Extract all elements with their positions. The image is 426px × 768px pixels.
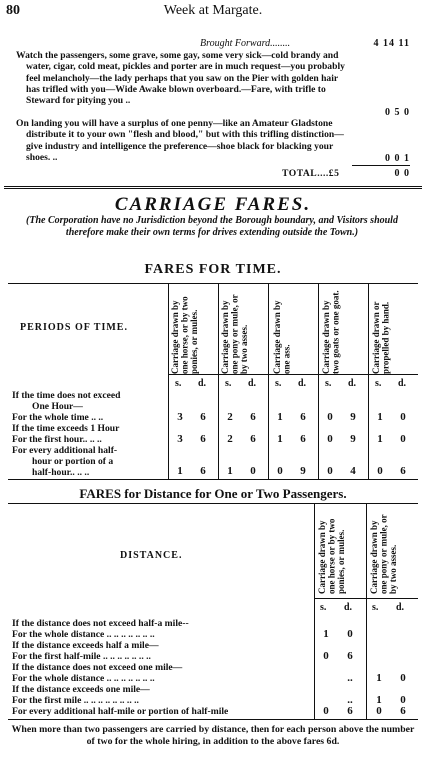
section-title: CARRIAGE FARES. (114, 194, 312, 215)
shillings-label: s. (375, 378, 382, 389)
shillings-label: s. (372, 602, 379, 613)
total-amount: 0 0 (394, 168, 410, 179)
header-rule (168, 374, 418, 375)
fare-value: 0 (327, 433, 333, 445)
pence-label: d. (398, 378, 407, 389)
table-row-label: For every additional half- (12, 445, 118, 456)
column-divider (368, 284, 369, 479)
table-row-label: half-hour.. .. .. (32, 467, 90, 478)
fare-value: 1 (277, 433, 283, 445)
fare-value: 4 (350, 465, 356, 477)
footer-note: When more than two passengers are carried by distance, then for each person above the number of two for the whole hiring, in addition to the above fares 6d. (11, 724, 415, 747)
fare-value: 0 (250, 465, 256, 477)
running-title: Week at Margate. (163, 3, 263, 18)
fare-value: 9 (350, 433, 356, 445)
fare-value: 6 (300, 433, 306, 445)
periods-header: PERIODS OF TIME. (20, 322, 128, 333)
brought-forward-label: Brought Forward........ (200, 38, 291, 49)
distance-header: DISTANCE. (120, 550, 183, 561)
section-divider (4, 186, 422, 189)
fare-value: 9 (350, 411, 356, 423)
page-header (6, 3, 420, 19)
table-row-label: For the whole time .. .. (12, 412, 104, 423)
fare-value: 6 (250, 433, 256, 445)
fare-value: 6 (200, 465, 206, 477)
pence-label: d. (298, 378, 307, 389)
fare-value: 1 (377, 411, 383, 423)
table-row-label: If the distance exceeds half a mile— (12, 640, 159, 651)
fare-value: 1 (376, 694, 382, 706)
shillings-label: s. (175, 378, 182, 389)
table-row-label: For the first mile .. .. .. .. .. .. .. .. (12, 695, 139, 706)
pence-label: d. (344, 602, 353, 613)
column-divider (168, 284, 169, 479)
fare-value: 0 (400, 672, 406, 684)
table-row-label: For every additional half-mile or portion of half-mile (12, 706, 229, 717)
fare-value: 6 (200, 433, 206, 445)
fare-value: 6 (250, 411, 256, 423)
pence-label: d. (198, 378, 207, 389)
fare-value: 1 (376, 672, 382, 684)
fare-value: 0 (323, 650, 329, 662)
time-fares-table (8, 283, 418, 480)
column-header: Carriage drawn by one pony or mule, or by two asses. (369, 514, 398, 594)
fare-value: 6 (200, 411, 206, 423)
pence-label: d. (396, 602, 405, 613)
fare-value: 1 (227, 465, 233, 477)
column-header: Carriage drawn by two goats or one goat. (321, 290, 341, 374)
column-header: Carriage drawn or propelled by hand. (371, 301, 391, 374)
table-row-label: For the first hour.. .. .. (12, 434, 102, 445)
fare-value: 6 (400, 465, 406, 477)
table-row-label: For the whole distance .. .. .. .. .. .. .. (12, 673, 155, 684)
pence-label: d. (348, 378, 357, 389)
fare-value: 6 (347, 705, 353, 717)
shillings-label: s. (225, 378, 232, 389)
header-rule (314, 598, 418, 599)
page-number: 80 (6, 3, 20, 18)
fare-value: 0 (377, 465, 383, 477)
column-divider (218, 284, 219, 479)
fare-value: 1 (177, 465, 183, 477)
column-header: Carriage drawn by one ass. (272, 300, 292, 374)
column-divider (366, 504, 367, 719)
time-fares-title: FARES FOR TIME. (144, 262, 282, 277)
fare-value: 1 (323, 628, 329, 640)
ledger-entry-amount: 0 0 1 (385, 153, 410, 164)
shillings-label: s. (320, 602, 327, 613)
fare-value: .. (347, 672, 353, 684)
fare-value: 0 (376, 705, 382, 717)
fare-value: 0 (400, 694, 406, 706)
ledger-entry-amount: 0 5 0 (385, 107, 410, 118)
fare-value: 9 (300, 465, 306, 477)
column-header: Carriage drawn by one horse or by two ponies, or mules. (317, 518, 346, 594)
column-divider (268, 284, 269, 479)
fare-value: 6 (400, 705, 406, 717)
pence-label: d. (248, 378, 257, 389)
shillings-label: s. (275, 378, 282, 389)
brought-forward-amount: 4 14 11 (373, 38, 410, 49)
table-row-label: If the distance does not exceed one mile— (12, 662, 183, 673)
column-divider (314, 504, 315, 719)
total-rule (352, 165, 410, 166)
column-header: Carriage drawn by one pony or mule, or by two asses. (220, 294, 249, 374)
table-row-label: For the first half-mile .. .. .. .. .. .. .. (12, 651, 151, 662)
fare-value: 0 (400, 411, 406, 423)
fare-value: 6 (347, 650, 353, 662)
table-row-label: If the distance does not exceed half-a mile-- (12, 618, 189, 629)
jurisdiction-note: (The Corporation have no Jurisdiction beyond the Borough boundary, and Visitors should therefore make their own terms for drives extending outside the Town.) (26, 215, 398, 238)
table-row-label: If the distance exceeds one mile— (12, 684, 150, 695)
distance-fares-title: FARES for Distance for One or Two Passengers. (79, 486, 347, 501)
fare-value: 6 (300, 411, 306, 423)
fare-value: 0 (400, 433, 406, 445)
column-header: Carriage drawn by one horse, or by two ponies, or mules. (170, 296, 199, 374)
ledger-entry: Watch the passengers, some grave, some gay, some very sick—cold brandy and water, cigar, cold meat, pickles and porter are in much request—you probably feel melancholy—the lady perhaps that you saw on the Pier with golden hair has trifled with you—Wide Awake blown overboard.—Fare, with trifle to Steward for pitying you .. (16, 50, 345, 107)
table-row-label: For the whole distance .. .. .. .. .. .. .. (12, 629, 155, 640)
total-label: TOTAL....£5 (282, 168, 340, 179)
table-row-label: If the time does not exceed (12, 390, 121, 401)
ledger-entry: On landing you will have a surplus of one penny—like an Amateur Gladstone distribute it to your own "flesh and blood," but with this trifling distinction—give industry and intelligence the preference—shoe black for blacking your shoes. .. (16, 118, 344, 163)
table-row-label: If the time exceeds 1 Hour (12, 423, 120, 434)
fare-value: 2 (227, 433, 233, 445)
fare-value: 0 (277, 465, 283, 477)
table-row-label: One Hour— (32, 401, 83, 412)
fare-value: 0 (327, 411, 333, 423)
fare-value: 0 (327, 465, 333, 477)
fare-value: 3 (177, 433, 183, 445)
fare-value: 3 (177, 411, 183, 423)
shillings-label: s. (325, 378, 332, 389)
fare-value: 2 (227, 411, 233, 423)
fare-value: 0 (347, 628, 353, 640)
column-divider (318, 284, 319, 479)
fare-value: 1 (277, 411, 283, 423)
fare-value: 0 (323, 705, 329, 717)
fare-value: 1 (377, 433, 383, 445)
distance-fares-table (8, 503, 418, 720)
table-row-label: hour or portion of a (32, 456, 114, 467)
fare-value: .. (347, 694, 353, 706)
